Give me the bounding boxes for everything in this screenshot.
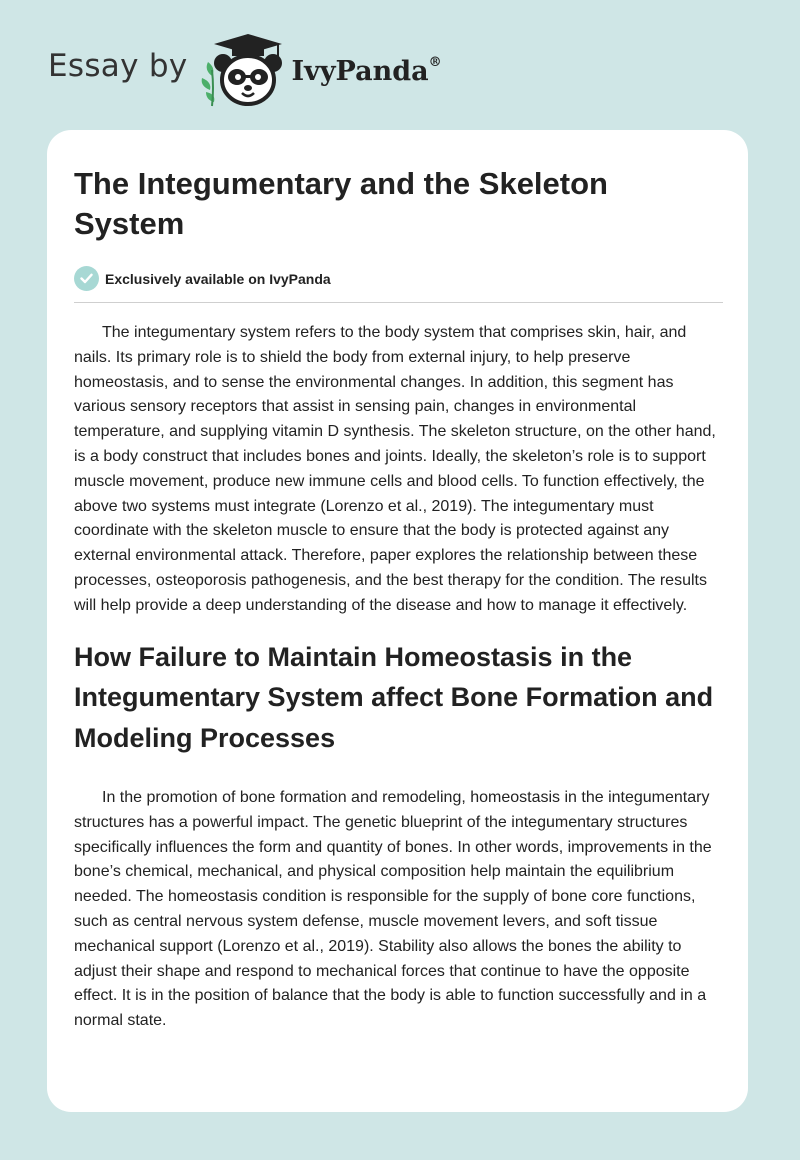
brand-header xyxy=(48,30,442,110)
section-heading: How Failure to Maintain Homeostasis in the Integumentary System affect Bone Formation and Modeling Processes xyxy=(74,641,714,753)
paragraph-intro: The integumentary system refers to the body system that comprises skin, hair, and nails. Its primary role is to shield the body from external injury, to help preserve homeostasis, and to sense the environmental changes. In addition, this segment has various sensory receptors that assist in sensing pain, changes in environmental temperature, and supplying vitamin D synthesis. The skeleton structure, on the other hand, is a body construct that includes bones and joints. Ideally, the skeleton’s role is to support muscle movement, produce new immune cells and blood cells. To function effectively, the above two systems must integrate (Lorenzo et al., 2019). The integumentary must coordinate with the skeleton muscle to ensure that the body is protected against any external environmental attack. Therefore, paper explores the relationship between these processes, osteoporosis pathogenesis, and the best therapy for the condition. The results will help provide a deep understanding of the disease and how to manage it effectively. xyxy=(74,324,716,614)
essay-title: The Integumentary and the Skeleton System xyxy=(74,166,608,241)
ivypanda-logo-icon xyxy=(196,30,288,110)
exclusive-badge xyxy=(74,266,723,291)
brand-name xyxy=(292,56,442,87)
divider xyxy=(74,302,723,303)
essay-by-label: Essay by xyxy=(48,48,188,84)
exclusive-label: Exclusively available on IvyPanda xyxy=(105,270,331,287)
essay-content xyxy=(74,164,723,1034)
brand-name-text: IvyPanda xyxy=(291,55,429,87)
registered-mark: ® xyxy=(428,54,442,70)
check-icon xyxy=(74,266,99,291)
essay-card xyxy=(47,130,748,1112)
paragraph-homeostasis: In the promotion of bone formation and remodeling, homeostasis in the integumentary structures has a powerful impact. The genetic blueprint of the integumentary structures specifically influences the form and quantity of bones. In other words, improvements in the bone’s chemical, mechanical, and physical composition help maintain the equilibrium needed. The homeostasis condition is responsible for the supply of bone core functions, such as central nervous system defense, muscle movement levers, and soft tissue mechanical support (Lorenzo et al., 2019). Stability also allows the bones the ability to adjust their shape and respond to mechanical forces that continue to have the opposite effect. It is in the position of balance that the body is able to function successfully and in a normal state. xyxy=(74,789,712,1030)
